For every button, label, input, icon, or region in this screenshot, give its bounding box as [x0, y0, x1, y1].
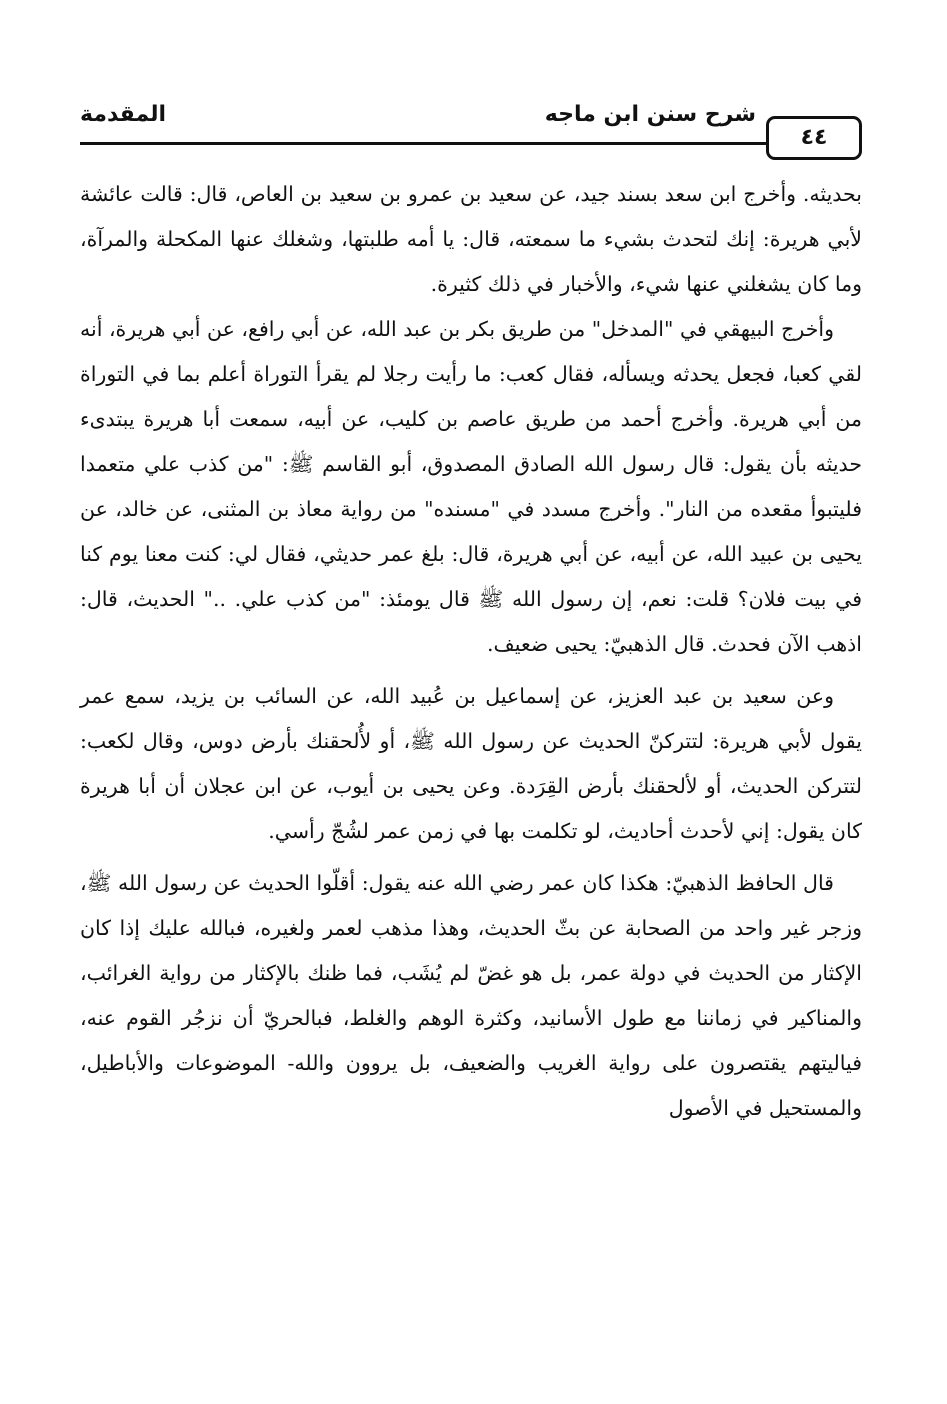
- paragraph-1: بحديثه. وأخرج ابن سعد بسند جيد، عن سعيد بن عمرو بن سعيد بن العاص، قال: قالت عائشة لأبي هريرة: إنك لتحدث بشيء ما سمعته، قال: يا أمه طلبتها، وشغلك عنها المكحلة والمرآة، وما كان يشغلني عنها شيء، والأخبار في ذلك كثيرة.: [80, 182, 862, 296]
- header-rule: [80, 142, 862, 145]
- book-title: شرح سنن ابن ماجه: [544, 102, 756, 127]
- page-body: [80, 172, 862, 1131]
- paragraph-2: وأخرج البيهقي في "المدخل" من طريق بكر بن عبد الله، عن أبي رافع، عن أبي هريرة، أنه لقي كعبا، فجعل يحدثه ويسأله، فقال كعب: ما رأيت رجلا لم يقرأ التوراة أعلم بما في التوراة من أبي هريرة. وأخرج أحمد من طريق عاصم بن كليب، عن أبيه، سمعت أبا هريرة يبتدىء حديثه بأن يقول: قال رسول الله الصادق المصدوق، أبو القاسم ﷺ: "من كذب علي متعمدا فليتبوأ مقعده من النار". وأخرج مسدد في "مسنده" من رواية معاذ بن المثنى، عن خالد، عن يحيى بن عبيد الله، عن أبيه، عن أبي هريرة، قال: بلغ عمر حديثي، فقال لي: كنت معنا يوم كنا في بيت فلان؟ قلت: نعم، إن رسول الله ﷺ قال يومئذ: "من كذب علي. .." الحديث، قال: اذهب الآن فحدث. قال الذهبيّ: يحيى ضعيف.: [80, 317, 862, 656]
- page-number: ٤٤: [766, 116, 862, 160]
- page-header: [80, 96, 862, 162]
- paragraph-4: قال الحافظ الذهبيّ: هكذا كان عمر رضي الله عنه يقول: أقلّوا الحديث عن رسول الله ﷺ، وزجر غير واحد من الصحابة عن بثّ الحديث، وهذا مذهب لعمر ولغيره، فبالله عليك إذا كان الإكثار من الحديث في دولة عمر، بل هو غضّ لم يُشَب، فما ظنك بالإكثار من رواية الغرائب، والمناكير في زماننا مع طول الأسانيد، وكثرة الوهم والغلط، فبالحريّ أن نزجُر القوم عنه، فياليتهم يقتصرون على رواية الغريب والضعيف، بل يروون والله- الموضوعات والأباطيل، والمستحيل في الأصول: [80, 871, 862, 1120]
- paragraph-3: وعن سعيد بن عبد العزيز، عن إسماعيل بن عُبيد الله، عن السائب بن يزيد، سمع عمر يقول لأبي هريرة: لتتركنّ الحديث عن رسول الله ﷺ، أو لأُلحقنك بأرض دوس، وقال لكعب: لتتركن الحديث، أو لألحقنك بأرض القِرَدة. وعن يحيى بن أيوب، عن ابن عجلان أن أبا هريرة كان يقول: إني لأحدث أحاديث، لو تكلمت بها في زمن عمر لشُجّ رأسي.: [80, 684, 862, 843]
- section-title: المقدمة: [80, 102, 167, 127]
